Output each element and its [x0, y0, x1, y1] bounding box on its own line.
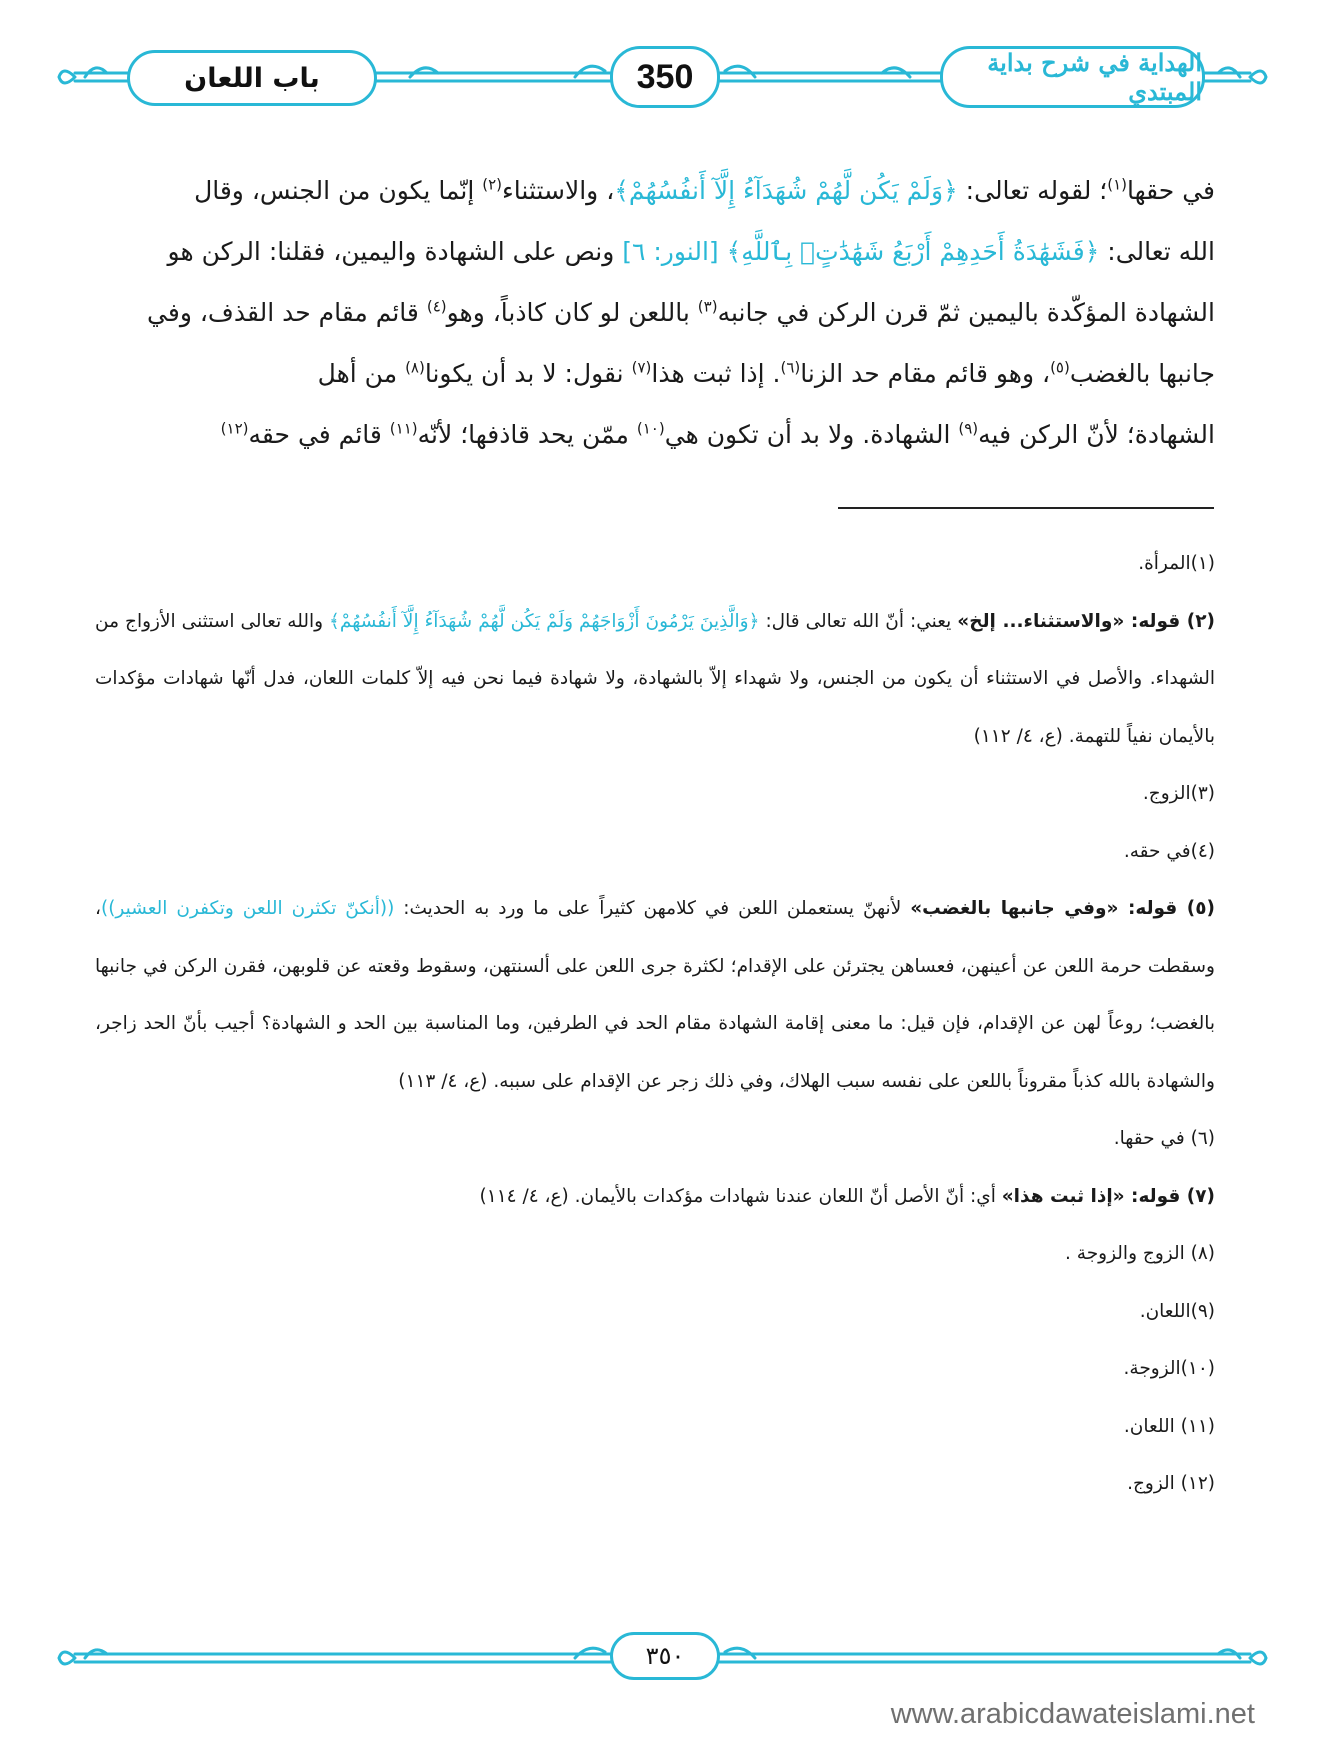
main-text-segment: . إذا ثبت هذا [651, 359, 781, 388]
main-text-segment: قائم في حقه [248, 420, 390, 449]
main-line [95, 160, 1215, 221]
main-text-segment: الشهادة. ولا بد أن تكون هي [664, 420, 959, 449]
main-text-segment: ؛ لقوله تعالى: [957, 176, 1108, 205]
chapter-title: باب اللعان [127, 50, 377, 106]
main-line [95, 343, 1215, 404]
footnotes [95, 535, 1215, 1513]
quran-verse: ﴿وَلَمْ يَكُن لَّهُمْ شُهَدَآءُ إِلَّآ أَنفُسُهُمْ﴾ [614, 176, 958, 205]
footnote-marker: (٩) [958, 419, 979, 438]
main-text-segment: نقول: لا بد أن يكونا [424, 359, 632, 388]
footnote-5 [95, 880, 1215, 1110]
page-footer [55, 1628, 1270, 1688]
book-title: الهداية في شرح بداية المبتدي [940, 46, 1205, 108]
main-text-segment: إنّما يكون من الجنس، وقال [194, 176, 483, 205]
main-text-segment: الشهادة؛ لأنّ الركن فيه [978, 420, 1215, 449]
page-header [55, 42, 1270, 112]
main-text-segment: ، والاستثناء [502, 176, 615, 205]
footnote-10: (١٠)الزوجة. [1123, 1358, 1215, 1379]
page-number: 350 [610, 46, 720, 108]
main-text [95, 160, 1215, 465]
footnote-marker: (٦) [780, 358, 801, 377]
main-line [95, 404, 1215, 465]
footnote-text: يعني: أنّ الله تعالى قال: [759, 610, 958, 632]
footnote-text: أي: أنّ الأصل أنّ اللعان عندنا شهادات مؤكدات بالأيمان. (ع، ٤/ ١١٤) [479, 1185, 1002, 1207]
footnote-marker: (١) [1107, 175, 1128, 194]
footnote-marker: (٧) [631, 358, 652, 377]
footnote-11: (١١) اللعان. [1123, 1415, 1215, 1437]
footnote-text: والله تعالى استثنى الأزواج من الشهداء. والأصل في الاستثناء أن يكون من الجنس، ولا شهداء إلاّ بالشهادة، ولا شهادة فيما نحن فيه إلاّ كلمات اللعان، فدل أنّها شهادات مؤكدات بالأيمان نفياً للتهمة. (ع، ٤/ ١١٢) [95, 610, 1215, 747]
footnote-1: (١)المرأة. [1138, 553, 1215, 574]
website-link[interactable]: www.arabicdawateislami.net [890, 1698, 1255, 1730]
main-text-segment: جانبها بالغضب [1069, 359, 1215, 388]
main-text-segment: الشهادة المؤكّدة باليمين ثمّ قرن الركن في جانبه [717, 298, 1215, 327]
footer-page-number: ٣٥٠ [610, 1632, 720, 1680]
footnote-9: (٩)اللعان. [1139, 1300, 1215, 1322]
footnote-marker: (٥) [1050, 358, 1070, 377]
main-text-segment: الله تعالى: [1099, 237, 1215, 266]
main-text-segment: باللعن لو كان كاذباً، وهو [446, 298, 698, 327]
footnote-3: (٣)الزوج. [1142, 783, 1215, 804]
quran-verse: ﴿وَالَّذِينَ يَرْمُونَ أَزْوَاجَهُمْ وَلَمْ يَكُن لَّهُمْ شُهَدَآءُ إِلَّآ أَنفُسُهُمْ﴾ [329, 610, 760, 632]
footnote-12: (١٢) الزوج. [1127, 1473, 1215, 1494]
footnote-8: (٨) الزوج والزوجة . [1065, 1243, 1215, 1264]
footnote-marker: (٨) [405, 358, 425, 377]
footnote-label: (٧) قوله: «إذا ثبت هذا» [1001, 1185, 1215, 1207]
main-line [95, 282, 1215, 343]
footnote-marker: (٣) [697, 297, 718, 316]
footnote-marker: (١١) [389, 419, 418, 438]
footnote-label: (٥) قوله: «وفي جانبها بالغضب» [910, 898, 1215, 919]
main-text-segment: قائم مقام حد القذف، وفي [147, 298, 427, 327]
footnote-marker: (١٠) [636, 419, 665, 438]
main-text-segment: ونص على الشهادة واليمين، فقلنا: الركن هو [167, 237, 623, 266]
footnote-6: (٦) في حقها. [1113, 1128, 1215, 1149]
main-text-segment: في حقها [1127, 176, 1215, 205]
footnote-7 [95, 1168, 1215, 1226]
main-text-segment: من أهل [317, 359, 406, 388]
footnote-label: (٢) قوله: «والاستثناء... إلخ» [957, 610, 1215, 632]
footnote-separator [838, 507, 1214, 509]
footnote-4: (٤)في حقه. [1123, 840, 1215, 862]
hadith-quote: ((أنكنّ تكثرن اللعن وتكفرن العشير)) [100, 898, 395, 919]
main-text-segment: ممّن يحد قاذفها؛ لأنّه [417, 420, 637, 449]
main-text-segment: ، وهو قائم مقام حد الزنا [800, 359, 1051, 388]
main-line [95, 221, 1215, 282]
quran-verse: ﴿فَشَهَٰدَةُ أَحَدِهِمْ أَرْبَعُ شَهَٰدَٰتٍۭ بِٱللَّهِ﴾ [النور: ٦] [622, 237, 1100, 266]
footnote-marker: (٤) [426, 297, 447, 316]
footnote-marker: (٢) [482, 175, 503, 194]
footnote-marker: (١٢) [220, 419, 249, 438]
footnote-text: لأنهنّ يستعملن اللعن في كلامهن كثيراً على ما ورد به الحديث: [394, 898, 911, 919]
footnote-text: ، وسقطت حرمة اللعن عن أعينهن، فعساهن يجترئن على الإقدام؛ لكثرة جرى اللعن على ألسنتهن، وسقوط وقعته عن قلوبهن، فقرن الركن في جانبها بالغضب؛ روعاً لهن عن الإقدام، فإن قيل: ما معنى إقامة الشهادة مقام الحد في الطرفين، وما المناسبة بين الحد و الشهادة؟ أجيب بأنّ الحد زاجر، والشهادة بالله كذباً مقروناً باللعن على نفسه سبب الهلاك، وفي ذلك زجر عن الإقدام على سببه. (ع، ٤/ ١١٣) [95, 898, 1215, 1092]
footnote-2 [95, 593, 1215, 766]
